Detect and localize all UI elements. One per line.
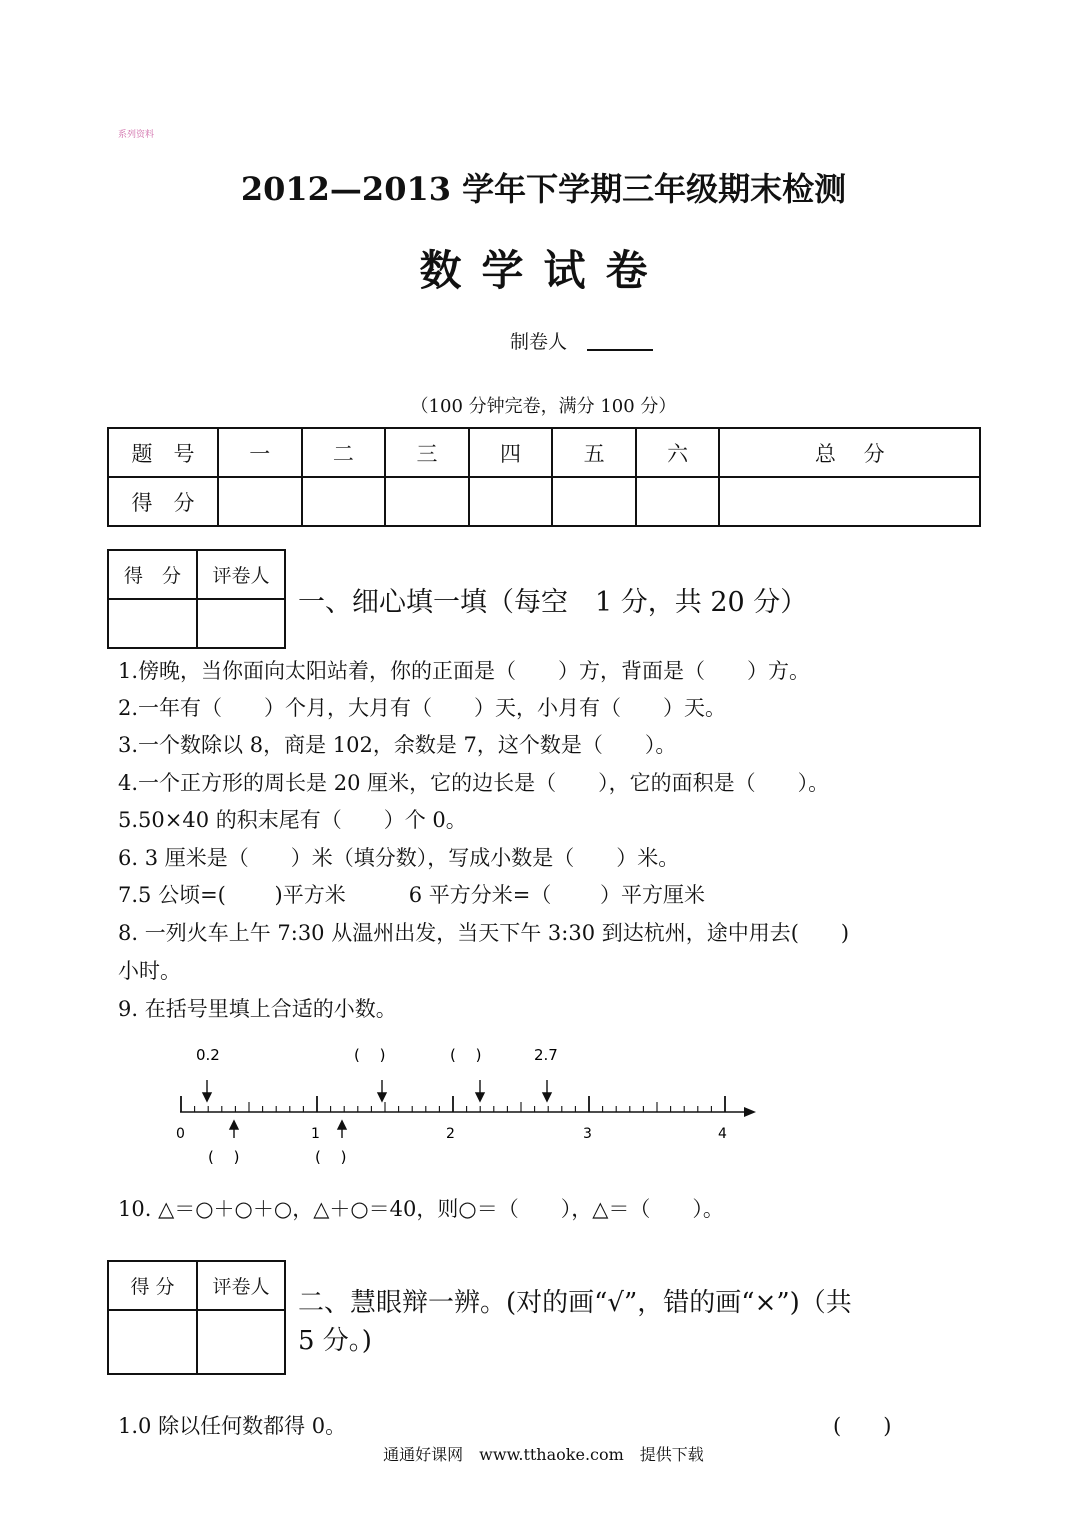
score-cell[interactable] (552, 477, 636, 526)
top-label-0: 0.2 (196, 1046, 220, 1064)
section2-score-cell[interactable] (108, 1310, 197, 1374)
section1-title: 一、细心填一填（每空 1 分，共 20 分） (298, 587, 808, 618)
score-table-header-row (108, 428, 980, 477)
judge-answer-paren[interactable]: ( ) (833, 1414, 892, 1438)
section2-score-label: 得 分 (108, 1261, 197, 1310)
question-8-continued: 小时。 (118, 959, 181, 983)
score-header-cell: 题 号 (108, 428, 218, 477)
score-header-cell: 六 (636, 428, 720, 477)
section2-title-line1: 二、慧眼辩一辨。(对的画“√”，错的画“×”)（共 (298, 1288, 852, 1318)
score-cell[interactable] (636, 477, 720, 526)
exam-subtitle: 数学试卷 (419, 246, 668, 295)
section2-title-line2: 5 分。) (298, 1326, 372, 1356)
watermark: 系列资料 (118, 130, 155, 140)
maker-label: 制卷人 (510, 331, 568, 353)
score-header-cell: 四 (469, 428, 553, 477)
section1-score-cell[interactable] (108, 599, 197, 648)
page-footer: 通通好课网 www.tthaoke.com 提供下载 (383, 1445, 704, 1464)
question-8: 8. 一列火车上午 7:30 从温州出发，当天下午 3:30 到达杭州，途中用去( ) (118, 921, 850, 945)
top-label-2: ( ) (450, 1046, 482, 1064)
score-cell[interactable] (719, 477, 980, 526)
question-2: 2.一年有（ ）个月，大月有（ ）天，小月有（ ）天。 (118, 696, 727, 720)
section2-grader-cell[interactable] (197, 1310, 285, 1374)
tick-label-4: 4 (718, 1126, 727, 1142)
question-5: 5.50×40 的积末尾有（ ）个 0。 (118, 808, 467, 832)
score-header-cell: 总 分 (719, 428, 980, 477)
score-header-cell: 二 (302, 428, 386, 477)
top-label-1: ( ) (354, 1046, 386, 1064)
section1-score-box (107, 549, 286, 649)
section1-grader-label: 评卷人 (197, 550, 285, 599)
score-cell[interactable] (302, 477, 386, 526)
judge-question-1: 1.0 除以任何数都得 0。 (118, 1414, 347, 1438)
score-table (107, 427, 981, 527)
score-header-cell: 三 (385, 428, 469, 477)
bottom-label-0: ( ) (208, 1148, 240, 1166)
up-arrows (230, 1121, 346, 1138)
question-3: 3.一个数除以 8，商是 102，余数是 7，这个数是（ ）。 (118, 733, 677, 757)
number-line-figure (160, 1040, 770, 1170)
score-row-label: 得 分 (108, 477, 218, 526)
section2-grader-label: 评卷人 (197, 1261, 285, 1310)
score-header-cell: 五 (552, 428, 636, 477)
number-line-ticks (181, 1096, 725, 1112)
question-6: 6. 3 厘米是（ ）米（填分数），写成小数是（ ）米。 (118, 846, 680, 870)
question-10: 10. △＝○＋○＋○，△＋○＝40，则○＝（ ），△＝（ ）。 (118, 1197, 724, 1221)
score-cell[interactable] (385, 477, 469, 526)
tick-label-3: 3 (583, 1126, 592, 1142)
score-table-score-row (108, 477, 980, 526)
question-1: 1.傍晚，当你面向太阳站着，你的正面是（ ）方，背面是（ ）方。 (118, 659, 811, 683)
section1-score-label: 得 分 (108, 550, 197, 599)
bottom-label-1: ( ) (315, 1148, 347, 1166)
score-header-cell: 一 (218, 428, 302, 477)
question-9: 9. 在括号里填上合适的小数。 (118, 997, 397, 1021)
tick-label-0: 0 (176, 1126, 185, 1142)
top-label-3: 2.7 (534, 1046, 558, 1064)
down-arrows (203, 1080, 551, 1101)
tick-label-2: 2 (446, 1126, 455, 1142)
question-4: 4.一个正方形的周长是 20 厘米，它的边长是（ ），它的面积是（ ）。 (118, 771, 830, 795)
number-line-arrowhead (744, 1107, 756, 1117)
score-cell[interactable] (218, 477, 302, 526)
exam-note: （100 分钟完卷，满分 100 分） (410, 396, 677, 417)
question-7: 7.5 公顷=( )平方米 6 平方分米=（ ）平方厘米 (118, 883, 706, 907)
maker-blank (587, 349, 653, 351)
exam-title: 2012—2013 学年下学期三年级期末检测 (240, 170, 847, 208)
tick-label-1: 1 (311, 1126, 320, 1142)
section1-grader-cell[interactable] (197, 599, 285, 648)
section2-score-box (107, 1260, 286, 1375)
score-cell[interactable] (469, 477, 553, 526)
